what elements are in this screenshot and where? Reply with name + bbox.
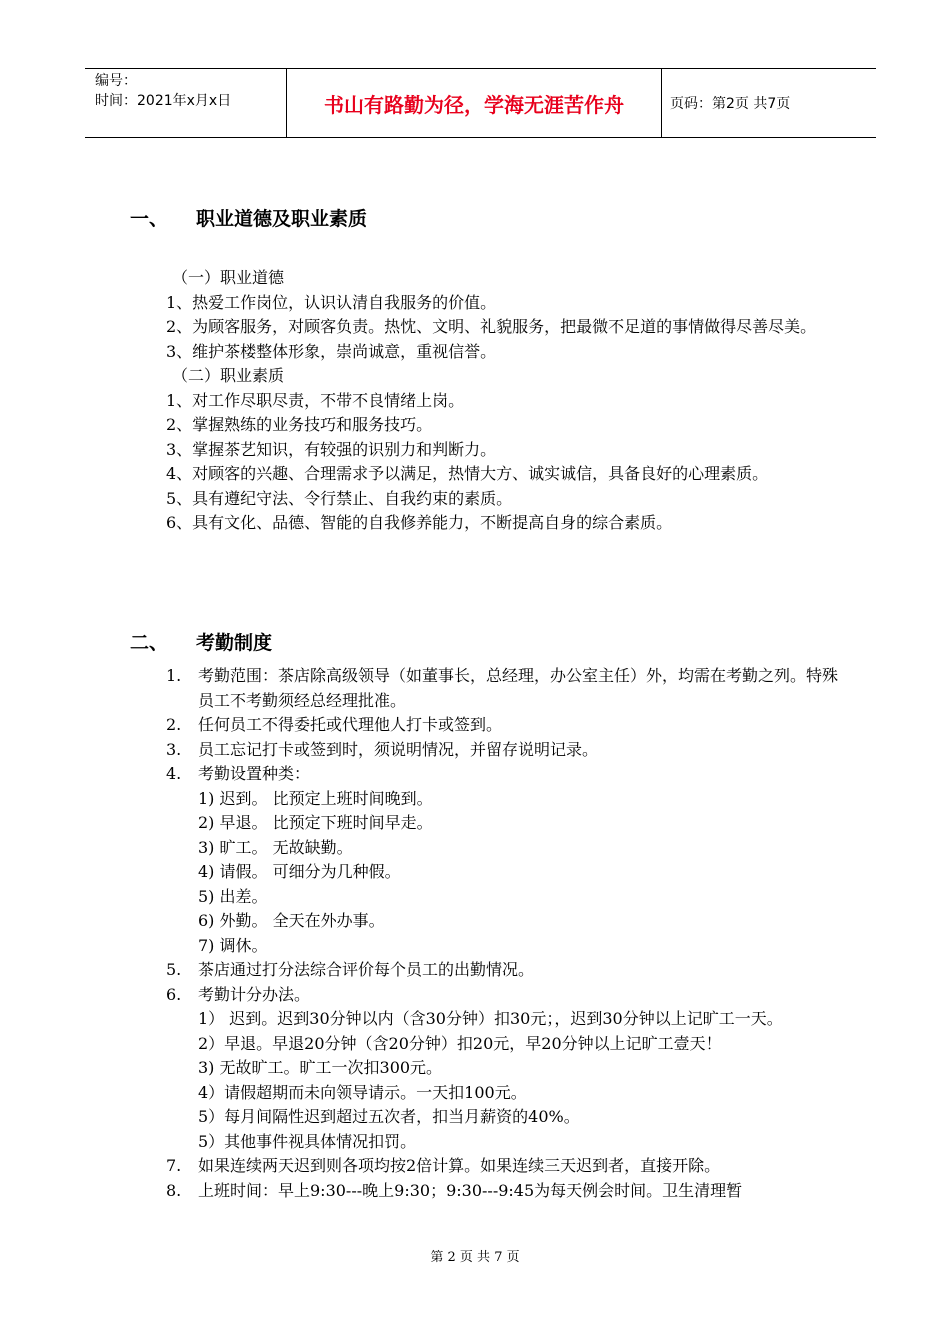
rule-text: 任何员工不得委托或代理他人打卡或签到。 bbox=[198, 715, 503, 734]
header-meta bbox=[85, 69, 286, 137]
rule-number: 7. bbox=[166, 1156, 182, 1175]
list-item: 2、掌握熟练的业务技巧和服务技巧。 bbox=[166, 415, 433, 434]
rule-number: 6. bbox=[166, 984, 182, 1004]
rule-number: 5. bbox=[166, 960, 182, 979]
sub-item: 7) 调休。 bbox=[198, 935, 268, 955]
sub-item: 5）其他事件视具体情况扣罚。 bbox=[198, 1131, 417, 1151]
section1-number: 一、 bbox=[130, 208, 169, 230]
subsection-title-quality: （二）职业素质 bbox=[172, 366, 285, 385]
rule-item bbox=[166, 762, 838, 958]
rule-number: 3. bbox=[166, 739, 182, 759]
rule-number: 2. bbox=[166, 715, 182, 734]
rule-text: 员工忘记打卡或签到时，须说明情况，并留存说明记录。 bbox=[198, 739, 599, 759]
section2-heading bbox=[130, 628, 272, 655]
sub-item: 3) 旷工。 无故缺勤。 bbox=[198, 837, 353, 857]
sub-item: 5）每月间隔性迟到超过五次者，扣当月薪资的40%。 bbox=[198, 1107, 580, 1126]
rule-text: 如果连续两天迟到则各项均按2倍计算。如果连续三天迟到者，直接开除。 bbox=[198, 1156, 721, 1175]
list-item: 4、对顾客的兴趣、合理需求予以满足，热情大方、诚实诚信，具备良好的心理素质。 bbox=[166, 464, 769, 483]
section1-heading bbox=[130, 204, 367, 231]
list-item: 1、对工作尽职尽责，不带不良情绪上岗。 bbox=[166, 390, 465, 410]
rule-item bbox=[166, 983, 838, 1155]
sub-item: 1) 迟到。 比预定上班时间晚到。 bbox=[198, 788, 433, 808]
section1-body bbox=[166, 266, 838, 536]
sub-item: 4) 请假。 可细分为几种假。 bbox=[198, 862, 401, 881]
rule-number: 4. bbox=[166, 764, 182, 783]
sub-item: 5) 出差。 bbox=[198, 886, 268, 906]
list-item: 2、为顾客服务，对顾客负责。热忱、文明、礼貌服务，把最微不足道的事情做得尽善尽美。 bbox=[166, 317, 817, 336]
sub-item: 2) 早退。 比预定下班时间早走。 bbox=[198, 813, 433, 832]
sub-item: 2）早退。早退20分钟（含20分钟）扣20元，早20分钟以上记旷工壹天！ bbox=[198, 1033, 722, 1053]
list-item: 3、维护茶楼整体形象，崇尚诚意，重视信誉。 bbox=[166, 341, 497, 361]
section1-title: 职业道德及职业素质 bbox=[196, 208, 368, 230]
rule-text: 上班时间：早上9:30---晚上9:30；9:30---9:45为每天例会时间。卫生清理暂 bbox=[198, 1180, 743, 1200]
rule-item bbox=[166, 1154, 838, 1179]
rule-item bbox=[166, 713, 838, 738]
sub-list bbox=[198, 787, 838, 959]
rule-text: 考勤设置种类： bbox=[198, 764, 311, 783]
sub-item: 1） 迟到。迟到30分钟以内（含30分钟）扣30元；，迟到30分钟以上记旷工一天。 bbox=[198, 1009, 783, 1028]
rule-item bbox=[166, 1179, 838, 1204]
rule-number: 1. bbox=[166, 666, 182, 685]
rule-item bbox=[166, 958, 838, 983]
sub-item: 6) 外勤。 全天在外办事。 bbox=[198, 911, 385, 930]
list-item: 3、掌握茶艺知识，有较强的识别力和判断力。 bbox=[166, 439, 497, 459]
list-item: 5、具有遵纪守法、令行禁止、自我约束的素质。 bbox=[166, 488, 513, 508]
rule-text: 考勤计分办法。 bbox=[198, 984, 311, 1004]
page-footer: 第 2 页 共 7 页 bbox=[430, 1250, 520, 1265]
rule-text: 考勤范围：茶店除高级领导（如董事长，总经理，办公室主任）外，均需在考勤之列。特殊员工不考勤须经总经理批准。 bbox=[198, 666, 839, 710]
section2-body bbox=[166, 664, 838, 1203]
header-page-info: 页码：第2页 共7页 bbox=[670, 96, 791, 112]
attendance-rules-list bbox=[166, 664, 838, 1203]
page-header bbox=[85, 68, 876, 138]
sub-list bbox=[198, 1007, 838, 1154]
rule-text: 茶店通过打分法综合评价每个员工的出勤情况。 bbox=[198, 960, 535, 979]
header-motto: 书山有路勤为径，学海无涯苦作舟 bbox=[286, 69, 662, 137]
subsection-title-ethics: （一）职业道德 bbox=[172, 268, 285, 287]
sub-item: 4）请假超期而未向领导请示。一天扣100元。 bbox=[198, 1082, 527, 1102]
sub-item: 3) 无故旷工。旷工一次扣300元。 bbox=[198, 1058, 443, 1077]
time-label: 时间：2021年x月x日 bbox=[95, 93, 232, 109]
rule-item bbox=[166, 664, 838, 713]
list-item: 1、热爱工作岗位，认识认清自我服务的价值。 bbox=[166, 292, 497, 312]
serial-label: 编号： bbox=[95, 73, 137, 89]
rule-item bbox=[166, 738, 838, 763]
rule-number: 8. bbox=[166, 1180, 182, 1200]
list-item: 6、具有文化、品德、智能的自我修养能力，不断提高自身的综合素质。 bbox=[166, 513, 673, 532]
section2-number: 二、 bbox=[130, 632, 169, 654]
section2-title: 考勤制度 bbox=[196, 632, 273, 654]
